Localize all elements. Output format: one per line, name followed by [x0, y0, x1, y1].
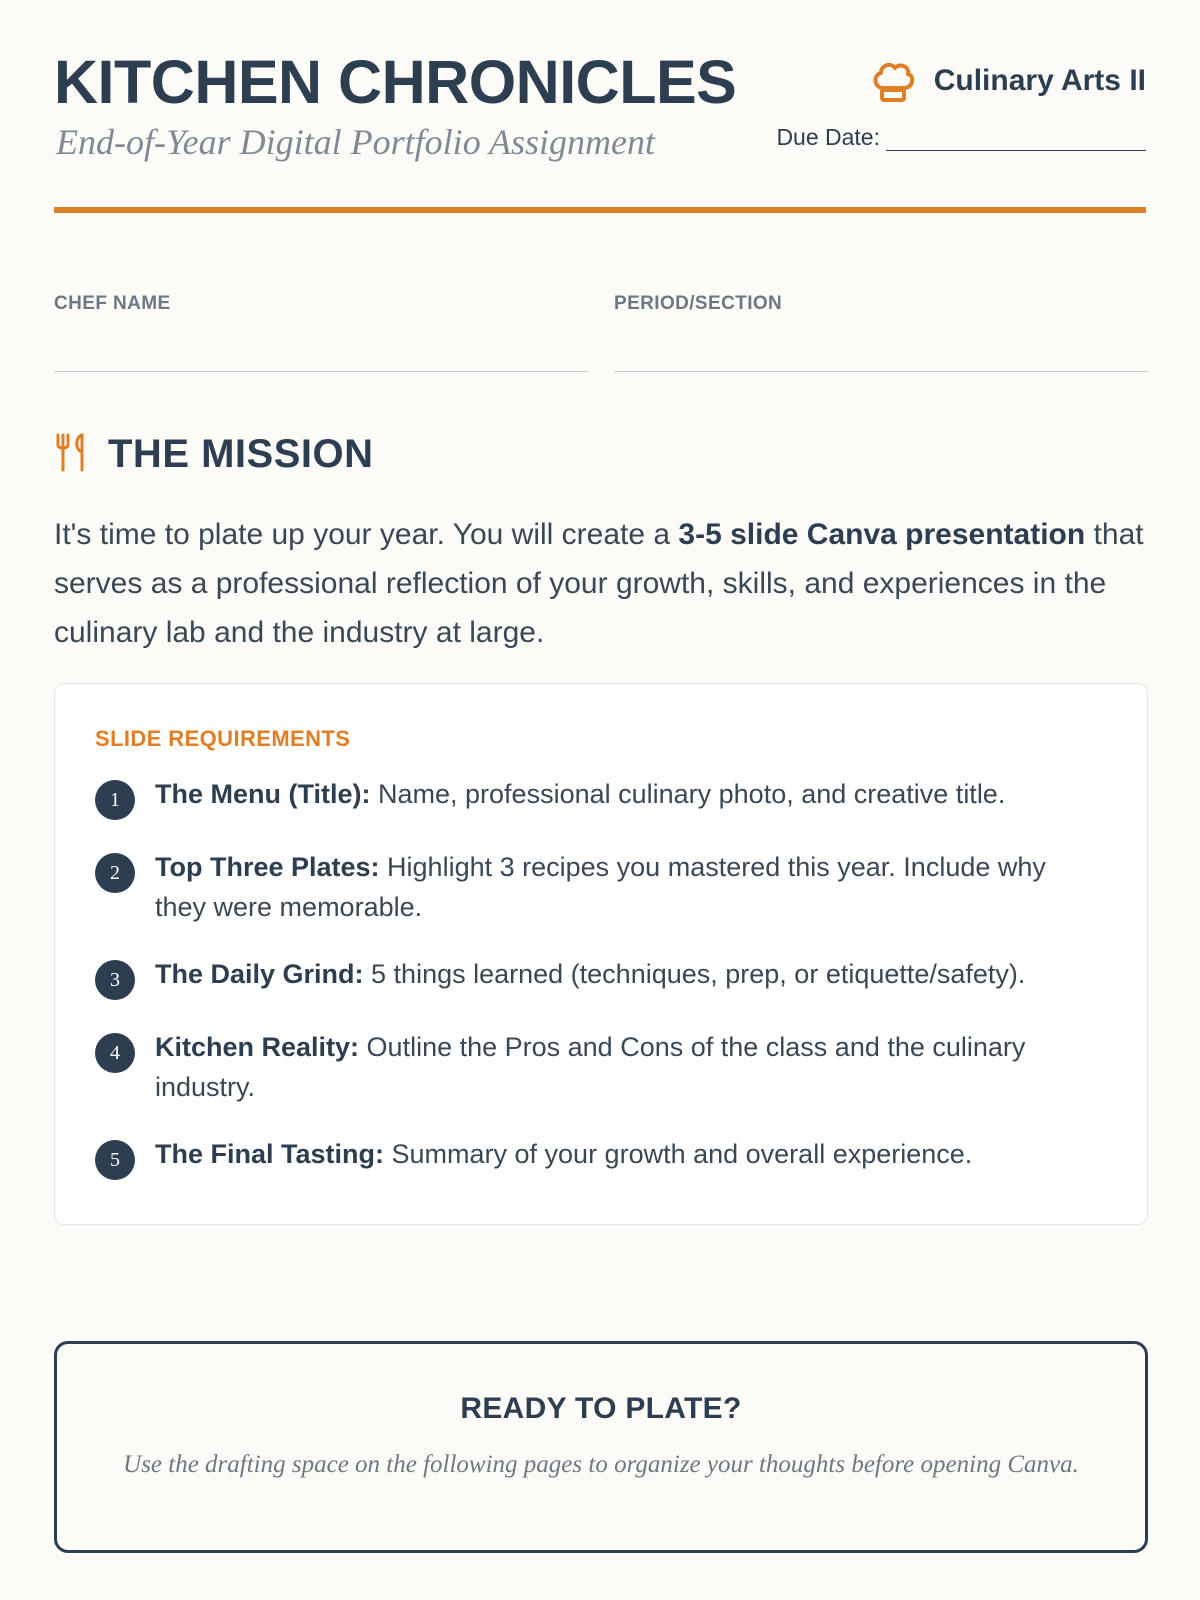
chef-name-line	[54, 371, 588, 372]
requirement-description: Outline the Pros and Cons of the class and the culinary industry.	[155, 1032, 1026, 1102]
due-date	[776, 124, 1146, 151]
step-number: 5	[95, 1140, 135, 1180]
requirement-text	[155, 847, 1055, 927]
utensils-icon	[54, 432, 92, 477]
page-subtitle: End-of-Year Digital Portfolio Assignment	[56, 122, 656, 162]
header-divider	[54, 207, 1146, 213]
requirement-text	[155, 1027, 1055, 1107]
mission-text-start: It's time to plate up your year. You will create a	[54, 518, 679, 551]
requirement-item	[95, 954, 1055, 1000]
period-line	[614, 371, 1148, 372]
chef-hat-icon	[870, 58, 916, 104]
mission-text-emphasis: 3-5 slide Canva presentation	[678, 518, 1086, 551]
requirement-item	[95, 1134, 1055, 1180]
period-field[interactable]	[614, 293, 1148, 372]
mission-title: THE MISSION	[108, 432, 374, 476]
course-name: Culinary Arts II	[933, 64, 1146, 97]
requirement-description: Highlight 3 recipes you mastered this year. Include why they were memorable.	[155, 852, 1046, 922]
mission-text-end: that serves as a professional reflection of your growth, skills, and experiences in the culinary lab and the industry at large.	[54, 518, 1144, 649]
ready-box	[54, 1341, 1148, 1553]
requirement-description: Summary of your growth and overall experience.	[384, 1139, 973, 1169]
step-number: 4	[95, 1033, 135, 1073]
requirement-description: Name, professional culinary photo, and creative title.	[370, 779, 1006, 809]
step-number: 1	[95, 780, 135, 820]
requirement-item	[95, 847, 1055, 927]
course-badge	[870, 58, 1146, 104]
header	[54, 0, 1146, 215]
mission-heading	[54, 432, 374, 477]
requirement-item	[95, 1027, 1055, 1107]
requirements-card	[54, 683, 1148, 1225]
requirement-text	[155, 774, 1005, 820]
chef-name-field[interactable]	[54, 293, 588, 372]
ready-title: READY TO PLATE?	[460, 1392, 742, 1425]
requirement-label: Kitchen Reality:	[155, 1032, 360, 1062]
ready-text: Use the drafting space on the following pages to organize your thoughts before opening Canva.	[123, 1451, 1079, 1478]
requirement-label: Top Three Plates:	[155, 852, 380, 882]
student-fields	[54, 215, 1146, 375]
step-number: 2	[95, 853, 135, 893]
requirement-label: The Menu (Title):	[155, 779, 371, 809]
requirement-text	[155, 1134, 972, 1180]
requirement-label: The Final Tasting:	[155, 1139, 384, 1169]
step-number: 3	[95, 960, 135, 1000]
requirement-label: The Daily Grind:	[155, 959, 364, 989]
chef-name-label: CHEF NAME	[54, 293, 171, 314]
requirement-description: 5 things learned (techniques, prep, or etiquette/safety).	[363, 959, 1026, 989]
period-label: PERIOD/SECTION	[614, 293, 783, 314]
requirement-text	[155, 954, 1025, 1000]
due-date-label: Due Date:	[776, 124, 880, 150]
due-date-blank[interactable]	[886, 129, 1146, 151]
requirements-title: SLIDE REQUIREMENTS	[95, 726, 351, 751]
page-title: KITCHEN CHRONICLES	[54, 48, 737, 116]
requirement-item	[95, 774, 1055, 820]
mission-text	[54, 510, 1146, 657]
